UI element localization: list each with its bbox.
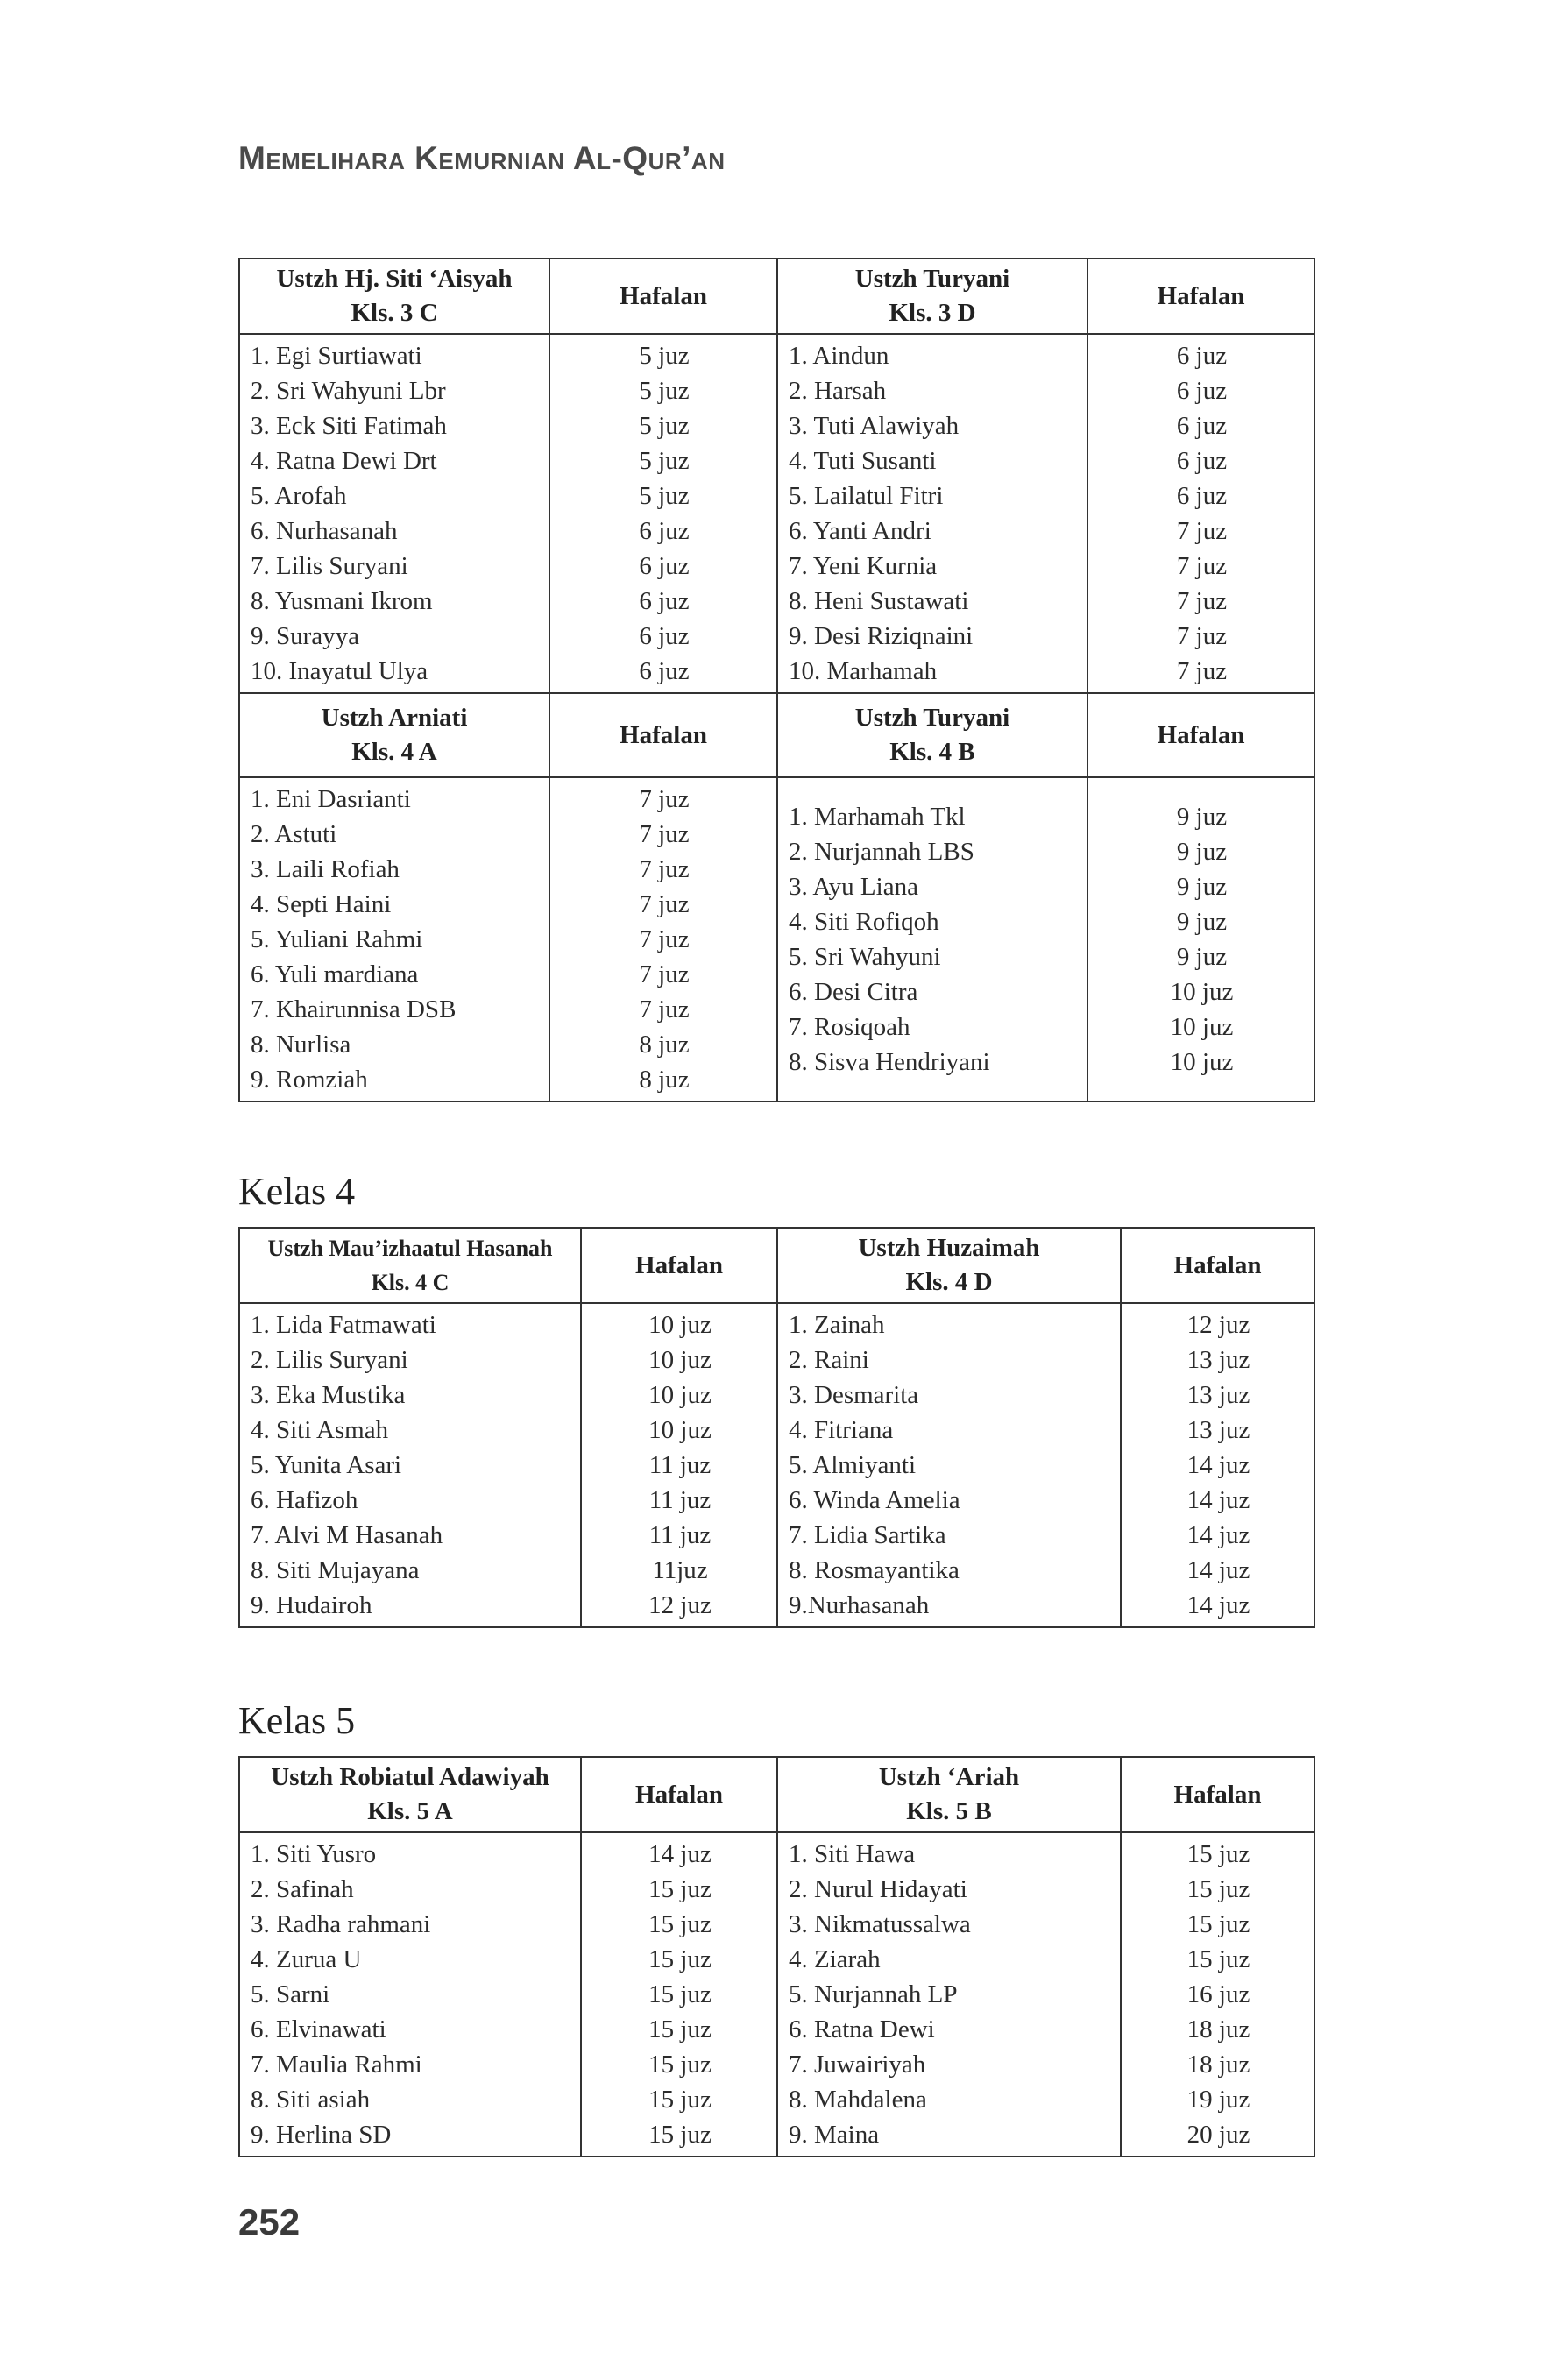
list-item: 4. Siti Asmah (251, 1416, 389, 1444)
list-item: 8. Siti asiah (251, 2086, 371, 2114)
list-item: 9. Surayya (251, 622, 360, 650)
list-item: 1. Aindun (789, 342, 889, 370)
juz-list (549, 777, 777, 1101)
juz-value: 10 juz (648, 1346, 712, 1374)
juz-value: 16 juz (1186, 1980, 1250, 2008)
juz-list (1087, 334, 1314, 693)
list-item: 9.Nurhasanah (789, 1591, 930, 1619)
list-item: 1. Eni Dasrianti (251, 785, 411, 813)
juz-value: 11 juz (648, 1451, 712, 1479)
list-item: 8. Mahdalena (789, 2086, 927, 2114)
student-list (239, 1832, 581, 2157)
teacher-name: Ustzh Huzaimah (858, 1234, 1040, 1262)
section-title-kelas-4: Kelas 4 (238, 1170, 356, 1213)
table-body-row (239, 334, 1314, 693)
list-item: 3. Eka Mustika (251, 1381, 406, 1409)
juz-value: 10 juz (648, 1311, 712, 1339)
list-item: 6. Elvinawati (251, 2015, 386, 2044)
section-title-kelas-5: Kelas 5 (238, 1699, 356, 1742)
class-name: Kls. 4 C (371, 1270, 450, 1295)
list-item: 6. Winda Amelia (789, 1486, 960, 1514)
list-item: 6. Nurhasanah (251, 517, 398, 545)
roster-table-kelas-4 (238, 1227, 1315, 1628)
list-item: 3. Eck Siti Fatimah (251, 412, 447, 440)
list-item: 6. Ratna Dewi (789, 2015, 935, 2044)
juz-value: 7 juz (1176, 657, 1228, 685)
juz-value: 11 juz (648, 1521, 712, 1549)
teacher-name: Ustzh ‘Ariah (878, 1763, 1020, 1791)
juz-value: 10 juz (648, 1381, 712, 1409)
hafalan-header: Hafalan (1121, 1757, 1314, 1832)
juz-value: 15 juz (648, 2086, 712, 2114)
juz-value: 14 juz (1186, 1591, 1250, 1619)
juz-value: 14 juz (1186, 1556, 1250, 1584)
table-header-row (239, 259, 1314, 334)
teacher-header (777, 1757, 1121, 1832)
class-name: Kls. 4 A (351, 738, 437, 766)
juz-value: 6 juz (639, 622, 690, 650)
list-item: 9. Maina (789, 2121, 880, 2149)
teacher-header (777, 259, 1087, 334)
juz-value: 8 juz (639, 1066, 690, 1094)
list-item: 9. Desi Riziqnaini (789, 622, 974, 650)
juz-value: 10 juz (1170, 1048, 1234, 1076)
class-name: Kls. 5 A (367, 1797, 453, 1825)
list-item: 7. Lidia Sartika (789, 1521, 946, 1549)
juz-value: 7 juz (1176, 517, 1228, 545)
juz-value: 15 juz (648, 1945, 712, 1973)
juz-value: 7 juz (1176, 622, 1228, 650)
list-item: 8. Rosmayantika (789, 1556, 960, 1584)
list-item: 6. Desi Citra (789, 978, 918, 1006)
juz-value: 19 juz (1186, 2086, 1250, 2114)
table-header-row (239, 693, 1314, 777)
juz-value: 7 juz (639, 820, 690, 848)
class-name: Kls. 5 B (906, 1797, 992, 1825)
juz-value: 15 juz (648, 2051, 712, 2079)
juz-value: 7 juz (639, 855, 690, 883)
juz-value: 5 juz (639, 377, 690, 405)
juz-value: 13 juz (1186, 1416, 1250, 1444)
list-item: 4. Zurua U (251, 1945, 362, 1973)
teacher-name: Ustzh Arniati (321, 704, 468, 732)
juz-value: 6 juz (1176, 342, 1228, 370)
hafalan-header: Hafalan (1087, 259, 1314, 334)
class-name: Kls. 3 C (351, 299, 438, 327)
student-list (239, 1303, 581, 1627)
juz-value: 6 juz (1176, 377, 1228, 405)
juz-value: 6 juz (639, 517, 690, 545)
teacher-name: Ustzh Turyani (854, 265, 1010, 293)
juz-value: 5 juz (639, 412, 690, 440)
list-item: 5. Sarni (251, 1980, 330, 2008)
list-item: 1. Siti Hawa (789, 1840, 916, 1868)
juz-value: 5 juz (639, 447, 690, 475)
juz-value: 15 juz (648, 2121, 712, 2149)
juz-value: 6 juz (639, 552, 690, 580)
juz-value: 15 juz (648, 1910, 712, 1938)
list-item: 7. Alvi M Hasanah (251, 1521, 443, 1549)
list-item: 4. Fitriana (789, 1416, 894, 1444)
list-item: 6. Yuli mardiana (251, 960, 419, 988)
juz-value: 7 juz (639, 925, 690, 953)
juz-value: 9 juz (1176, 908, 1228, 936)
table-header-row (239, 1228, 1314, 1303)
list-item: 7. Rosiqoah (789, 1013, 910, 1041)
juz-value: 5 juz (639, 342, 690, 370)
list-item: 4. Ziarah (789, 1945, 881, 1973)
list-item: 8. Heni Sustawati (789, 587, 969, 615)
list-item: 5. Almiyanti (789, 1451, 916, 1479)
juz-value: 11 juz (648, 1486, 712, 1514)
juz-value: 14 juz (1186, 1451, 1250, 1479)
juz-value: 13 juz (1186, 1346, 1250, 1374)
juz-value: 7 juz (639, 890, 690, 918)
list-item: 1. Zainah (789, 1311, 885, 1339)
list-item: 8. Sisva Hendriyani (789, 1048, 990, 1076)
list-item: 3. Nikmatussalwa (789, 1910, 971, 1938)
list-item: 6. Yanti Andri (789, 517, 931, 545)
hafalan-header: Hafalan (1087, 693, 1314, 777)
juz-value: 9 juz (1176, 873, 1228, 901)
list-item: 9. Herlina SD (251, 2121, 392, 2149)
running-head: Memelihara Kemurnian Al-Qur’an (238, 140, 726, 176)
teacher-header (239, 1228, 581, 1303)
list-item: 10. Inayatul Ulya (251, 657, 428, 685)
list-item: 4. Septi Haini (251, 890, 392, 918)
juz-value: 10 juz (1170, 978, 1234, 1006)
juz-list (581, 1832, 777, 2157)
teacher-header (239, 693, 549, 777)
list-item: 5. Lailatul Fitri (789, 482, 944, 510)
student-list (777, 334, 1087, 693)
juz-value: 7 juz (639, 785, 690, 813)
juz-value: 12 juz (1186, 1311, 1250, 1339)
juz-value: 14 juz (1186, 1521, 1250, 1549)
juz-value: 6 juz (1176, 412, 1228, 440)
teacher-header (239, 259, 549, 334)
student-list (777, 1832, 1121, 2157)
teacher-name: Ustzh Mau’izhaatul Hasanah (267, 1236, 553, 1261)
juz-value: 15 juz (1186, 1945, 1250, 1973)
juz-value: 5 juz (639, 482, 690, 510)
roster-table-1 (238, 258, 1315, 1102)
list-item: 8. Nurlisa (251, 1031, 351, 1059)
list-item: 2. Sri Wahyuni Lbr (251, 377, 446, 405)
list-item: 8. Yusmani Ikrom (251, 587, 433, 615)
juz-value: 15 juz (1186, 1840, 1250, 1868)
juz-value: 6 juz (639, 657, 690, 685)
list-item: 1. Lida Fatmawati (251, 1311, 436, 1339)
juz-list (1087, 777, 1314, 1101)
table-header-row (239, 1757, 1314, 1832)
list-item: 3. Radha rahmani (251, 1910, 431, 1938)
list-item: 4. Tuti Susanti (789, 447, 937, 475)
list-item: 8. Siti Mujayana (251, 1556, 420, 1584)
juz-value: 7 juz (1176, 552, 1228, 580)
table-body-row (239, 777, 1314, 1101)
teacher-header (239, 1757, 581, 1832)
juz-value: 9 juz (1176, 803, 1228, 831)
list-item: 2. Safinah (251, 1875, 354, 1903)
list-item: 7. Juwairiyah (789, 2051, 926, 2079)
hafalan-header: Hafalan (1121, 1228, 1314, 1303)
list-item: 7. Maulia Rahmi (251, 2051, 422, 2079)
juz-value: 13 juz (1186, 1381, 1250, 1409)
list-item: 1. Egi Surtiawati (251, 342, 422, 370)
list-item: 7. Lilis Suryani (251, 552, 408, 580)
juz-value: 18 juz (1186, 2051, 1250, 2079)
list-item: 3. Laili Rofiah (251, 855, 400, 883)
juz-value: 15 juz (648, 2015, 712, 2044)
juz-value: 6 juz (639, 587, 690, 615)
juz-value: 15 juz (648, 1980, 712, 2008)
juz-value: 15 juz (1186, 1875, 1250, 1903)
hafalan-header: Hafalan (549, 259, 777, 334)
teacher-header (777, 1228, 1121, 1303)
list-item: 3. Ayu Liana (789, 873, 918, 901)
roster-table-kelas-5 (238, 1756, 1315, 2157)
list-item: 5. Yuliani Rahmi (251, 925, 423, 953)
juz-value: 15 juz (648, 1875, 712, 1903)
teacher-name: Ustzh Robiatul Adawiyah (271, 1763, 549, 1791)
list-item: 6. Hafizoh (251, 1486, 358, 1514)
teacher-name: Ustzh Hj. Siti ‘Aisyah (276, 265, 513, 293)
list-item: 2. Astuti (251, 820, 337, 848)
student-list (777, 777, 1087, 1101)
juz-value: 6 juz (1176, 447, 1228, 475)
teacher-name: Ustzh Turyani (854, 704, 1010, 732)
list-item: 9. Romziah (251, 1066, 368, 1094)
juz-value: 8 juz (639, 1031, 690, 1059)
student-list (239, 777, 549, 1101)
list-item: 1. Siti Yusro (251, 1840, 377, 1868)
list-item: 3. Desmarita (789, 1381, 919, 1409)
list-item: 5. Arofah (251, 482, 347, 510)
juz-value: 10 juz (1170, 1013, 1234, 1041)
hafalan-header: Hafalan (549, 693, 777, 777)
student-list (239, 334, 549, 693)
juz-value: 12 juz (648, 1591, 712, 1619)
juz-value: 7 juz (639, 960, 690, 988)
list-item: 1. Marhamah Tkl (789, 803, 966, 831)
list-item: 2. Nurul Hidayati (789, 1875, 967, 1903)
juz-value: 7 juz (639, 995, 690, 1024)
juz-value: 14 juz (1186, 1486, 1250, 1514)
list-item: 9. Hudairoh (251, 1591, 372, 1619)
page-number: 252 (238, 2201, 301, 2242)
juz-list (549, 334, 777, 693)
student-list (777, 1303, 1121, 1627)
list-item: 7. Khairunnisa DSB (251, 995, 457, 1024)
class-name: Kls. 4 D (905, 1268, 993, 1296)
class-name: Kls. 3 D (889, 299, 976, 327)
list-item: 10. Marhamah (789, 657, 938, 685)
juz-list (1121, 1832, 1314, 2157)
list-item: 7. Yeni Kurnia (789, 552, 938, 580)
class-name: Kls. 4 B (889, 738, 975, 766)
list-item: 5. Nurjannah LP (789, 1980, 958, 2008)
list-item: 4. Siti Rofiqoh (789, 908, 939, 936)
juz-list (1121, 1303, 1314, 1627)
juz-value: 10 juz (648, 1416, 712, 1444)
list-item: 5. Yunita Asari (251, 1451, 402, 1479)
list-item: 2. Harsah (789, 377, 887, 405)
juz-value: 11juz (652, 1556, 708, 1584)
hafalan-header: Hafalan (581, 1757, 777, 1832)
juz-value: 6 juz (1176, 482, 1228, 510)
juz-value: 14 juz (648, 1840, 712, 1868)
list-item: 2. Lilis Suryani (251, 1346, 408, 1374)
teacher-header (777, 693, 1087, 777)
juz-value: 15 juz (1186, 1910, 1250, 1938)
list-item: 2. Raini (789, 1346, 869, 1374)
list-item: 2. Nurjannah LBS (789, 838, 974, 866)
juz-value: 7 juz (1176, 587, 1228, 615)
table-body-row (239, 1832, 1314, 2157)
juz-list (581, 1303, 777, 1627)
list-item: 3. Tuti Alawiyah (789, 412, 960, 440)
juz-value: 18 juz (1186, 2015, 1250, 2044)
list-item: 4. Ratna Dewi Drt (251, 447, 437, 475)
hafalan-header: Hafalan (581, 1228, 777, 1303)
table-body-row (239, 1303, 1314, 1627)
juz-value: 20 juz (1186, 2121, 1250, 2149)
juz-value: 9 juz (1176, 838, 1228, 866)
list-item: 5. Sri Wahyuni (789, 943, 941, 971)
juz-value: 9 juz (1176, 943, 1228, 971)
